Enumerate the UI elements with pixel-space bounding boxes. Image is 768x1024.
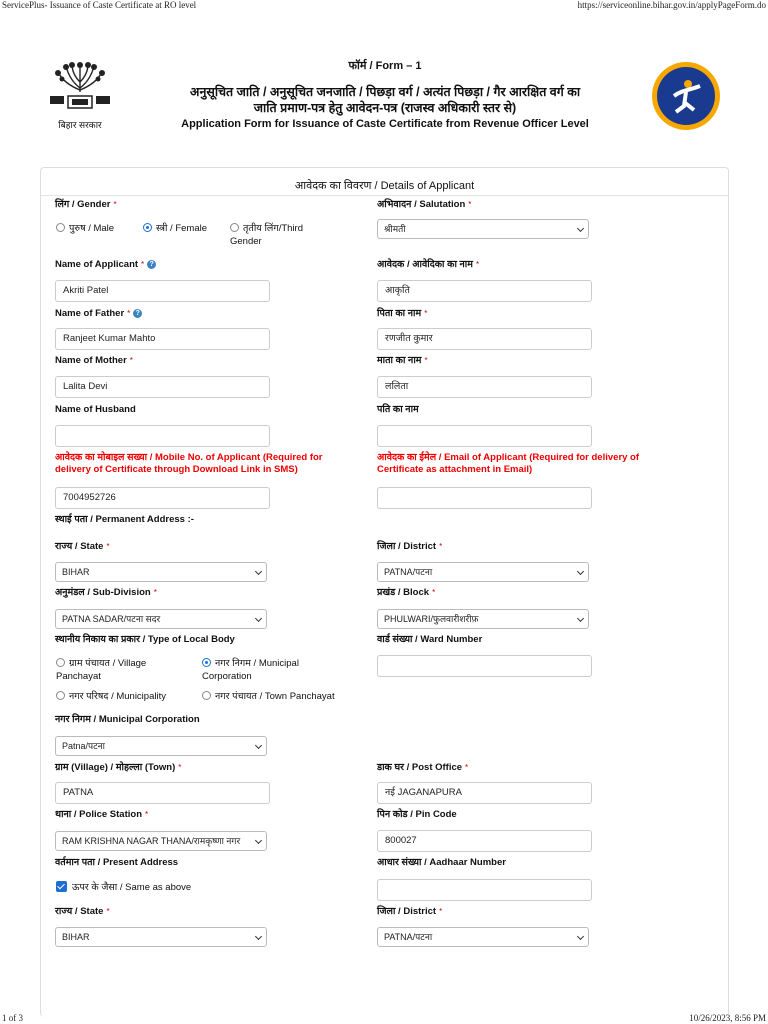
local-body-municipal-corp-radio[interactable]: नगर निगम / Municipal Corporation — [202, 658, 299, 682]
present-district-select[interactable]: PATNA/पटना — [377, 927, 589, 947]
father-name-hi-input[interactable]: रणजीत कुमार — [377, 328, 592, 350]
form-title-hindi-line1: अनुसूचित जाति / अनुसूचित जनजाति / पिछड़ा वर्ग / अत्यंत पिछड़ा / गैर आरक्षित वर्ग का — [189, 85, 581, 99]
state-label: राज्य / State * — [55, 541, 110, 552]
present-state-label: राज्य / State * — [55, 906, 110, 917]
applicant-name-hi-input[interactable]: आकृति — [377, 280, 592, 302]
present-state-select[interactable]: BIHAR — [55, 927, 267, 947]
post-office-input[interactable]: नई JAGANAPURA — [377, 782, 592, 804]
same-as-above-checkbox[interactable]: ऊपर के जैसा / Same as above — [56, 880, 191, 893]
emblem-label: बिहार सरकार — [58, 120, 102, 130]
husband-name-hi-input[interactable] — [377, 425, 592, 447]
mobile-input[interactable]: 7004952726 — [55, 487, 270, 509]
pincode-label: पिन कोड / Pin Code — [377, 809, 457, 820]
print-datetime: 10/26/2023, 8:56 PM — [689, 1013, 766, 1023]
form-title-hindi — [160, 84, 610, 116]
local-body-village-radio[interactable]: ग्राम पंचायत / Village Panchayat — [56, 658, 147, 682]
father-name-hi-label: पिता का नाम * — [377, 308, 428, 319]
post-office-label: डाक घर / Post Office * — [377, 762, 469, 773]
form-title-english: Application Form for Issuance of Caste Certificate from Revenue Officer Level — [181, 118, 589, 130]
husband-name-hi-label: पति का नाम — [377, 404, 419, 415]
applicant-name-label: Name of Applicant * ? — [55, 259, 156, 271]
gender-male-radio[interactable]: पुरुष / Male — [56, 222, 114, 235]
print-page-number: 1 of 3 — [2, 1013, 23, 1023]
gender-label: लिंग / Gender * — [55, 199, 117, 210]
form-title-hindi-line2: जाति प्रमाण-पत्र हेतु आवेदन-पत्र (राजस्व अधिकारी स्तर से) — [253, 101, 517, 115]
service-logo-icon — [652, 62, 720, 130]
permanent-address-heading: स्थाई पता / Permanent Address :- — [55, 514, 194, 525]
ward-label: वार्ड संख्या / Ward Number — [377, 634, 483, 645]
subdivision-select[interactable]: PATNA SADAR/पटना सदर — [55, 609, 267, 629]
section-title: आवेदक का विवरण / Details of Applicant — [294, 180, 475, 192]
local-body-town-panchayat-radio[interactable]: नगर पंचायत / Town Panchayat — [202, 690, 335, 703]
pincode-input[interactable]: 800027 — [377, 830, 592, 852]
ward-input[interactable] — [377, 655, 592, 677]
salutation-select[interactable]: श्रीमती — [377, 219, 589, 239]
husband-name-label: Name of Husband — [55, 404, 136, 415]
village-input[interactable]: PATNA — [55, 782, 270, 804]
form-number: फॉर्म / Form – 1 — [348, 60, 422, 72]
father-name-label: Name of Father * ? — [55, 308, 142, 320]
mother-name-hi-label: माता का नाम * — [377, 355, 428, 366]
municipal-corp-label: नगर निगम / Municipal Corporation — [55, 714, 200, 725]
police-station-select[interactable]: RAM KRISHNA NAGAR THANA/रामकृष्णा नगर — [55, 831, 267, 851]
father-name-input[interactable]: Ranjeet Kumar Mahto — [55, 328, 270, 350]
email-label: आवेदक का ईमेल / Email of Applicant (Required for delivery of Certificate as attachment in Email) — [377, 452, 640, 475]
district-select[interactable]: PATNA/पटना — [377, 562, 589, 582]
subdivision-label: अनुमंडल / Sub-Division * — [55, 587, 157, 598]
husband-name-input[interactable] — [55, 425, 270, 447]
local-body-label: स्थानीय निकाय का प्रकार / Type of Local Body — [55, 634, 235, 645]
email-input[interactable] — [377, 487, 592, 509]
block-label: प्रखंड / Block * — [377, 587, 436, 598]
municipal-corp-select[interactable]: Patna/पटना — [55, 736, 267, 756]
help-icon: ? — [147, 260, 156, 269]
mother-name-input[interactable]: Lalita Devi — [55, 376, 270, 398]
aadhaar-input[interactable] — [377, 879, 592, 901]
salutation-label: अभिवादन / Salutation * — [377, 199, 472, 210]
police-station-label: थाना / Police Station * — [55, 809, 149, 820]
mother-name-hi-input[interactable]: ललिता — [377, 376, 592, 398]
print-page-title: ServicePlus- Issuance of Caste Certificate at RO level — [2, 0, 197, 10]
state-select[interactable]: BIHAR — [55, 562, 267, 582]
gender-female-radio[interactable]: स्त्री / Female — [143, 222, 207, 235]
village-label: ग्राम (Village) / मोहल्ला (Town) * — [55, 762, 182, 773]
applicant-name-hi-label: आवेदक / आवेदिका का नाम * — [377, 259, 480, 270]
gender-third-radio[interactable]: तृतीय लिंग/Third Gender — [230, 223, 303, 247]
block-select[interactable]: PHULWARI/फुलवारीशरीफ़ — [377, 609, 589, 629]
aadhaar-label: आधार संख्या / Aadhaar Number — [377, 857, 506, 868]
district-label: जिला / District * — [377, 541, 443, 552]
print-url: https://serviceonline.bihar.gov.in/applyPageForm.do — [577, 0, 766, 10]
mother-name-label: Name of Mother * — [55, 355, 133, 366]
divider — [41, 195, 728, 196]
local-body-municipality-radio[interactable]: नगर परिषद / Municipality — [56, 690, 166, 703]
bihar-emblem-icon — [44, 62, 116, 116]
present-district-label: जिला / District * — [377, 906, 443, 917]
help-icon: ? — [133, 309, 142, 318]
present-address-label: वर्तमान पता / Present Address — [55, 857, 179, 868]
applicant-name-input[interactable]: Akriti Patel — [55, 280, 270, 302]
mobile-label: आवेदक का मोबाइल सख्या / Mobile No. of Applicant (Required for delivery of Certificate through Download Link in SMS) — [55, 452, 323, 475]
print-header — [0, 0, 768, 12]
